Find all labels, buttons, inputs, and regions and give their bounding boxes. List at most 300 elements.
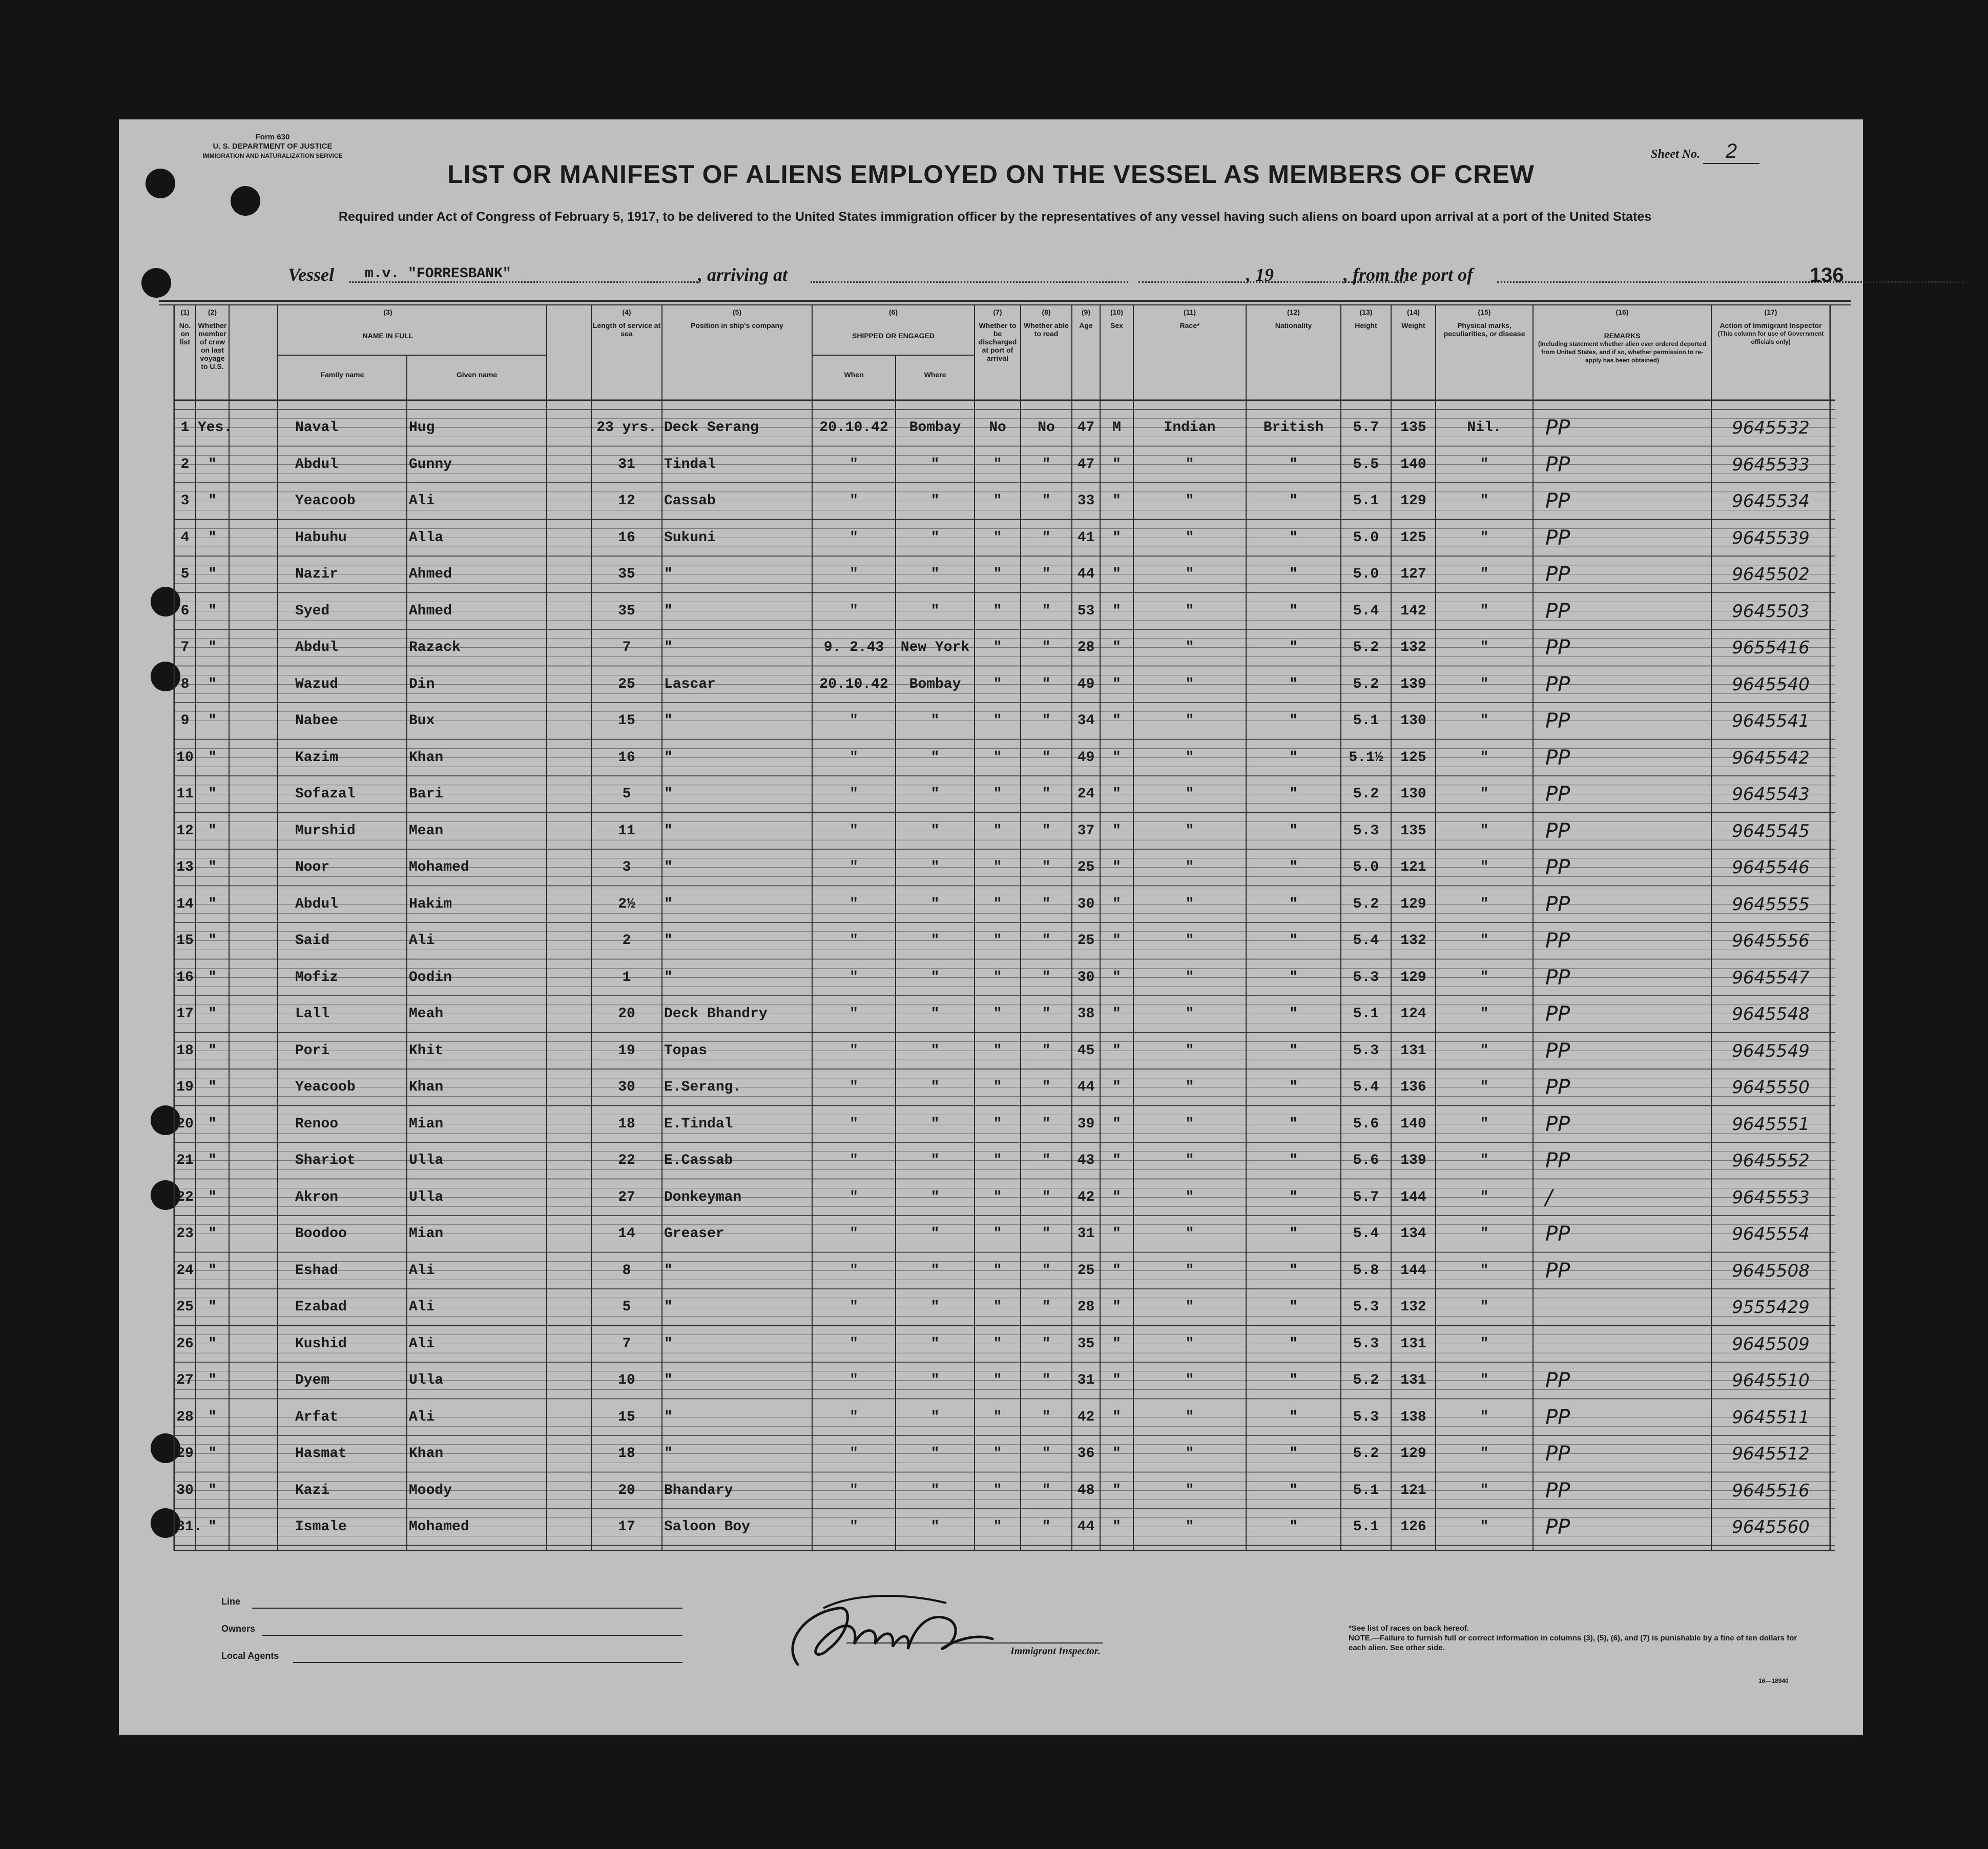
cell-race: " <box>1185 1482 1194 1498</box>
cell-weight: 142 <box>1400 603 1426 619</box>
cell-nationality: " <box>1289 1226 1298 1242</box>
cell-sex: " <box>1112 969 1121 985</box>
cell-discharge: No <box>989 420 1006 436</box>
cell-weight: 124 <box>1400 1006 1426 1022</box>
cell-weight: 131 <box>1400 1336 1426 1352</box>
cell-where: " <box>930 859 940 875</box>
cell-where: " <box>930 823 940 839</box>
cell-age: 47 <box>1077 456 1095 472</box>
cell-where: " <box>930 1079 940 1095</box>
cell-remarks: PP <box>1545 1039 1570 1063</box>
cell-where: " <box>930 969 940 985</box>
cell-marks: " <box>1480 933 1489 949</box>
cell-nationality: " <box>1289 1299 1298 1315</box>
cell-remarks: PP <box>1545 599 1570 623</box>
cell-service: 23 yrs. <box>596 420 657 436</box>
column-header <box>976 308 1020 362</box>
cell-service: 35 <box>618 566 635 582</box>
cell-where: " <box>930 603 940 619</box>
cell-no: 16 <box>176 969 194 985</box>
cell-race: " <box>1185 566 1194 582</box>
cell-service: 10 <box>618 1372 635 1388</box>
cell-last: " <box>208 1042 217 1059</box>
cell-weight: 139 <box>1400 1153 1426 1168</box>
cell-read: " <box>1042 529 1051 546</box>
cell-height: 5.1 <box>1353 713 1379 729</box>
cell-position: Saloon Boy <box>664 1519 751 1535</box>
cell-position: " <box>664 786 673 802</box>
cell-sex: " <box>1112 713 1121 729</box>
cell-given: Khan <box>409 749 444 766</box>
page-number: 136 <box>1810 264 1844 286</box>
cell-family: Mofiz <box>295 969 339 985</box>
cell-remarks: PP <box>1545 709 1570 733</box>
inspector-signature <box>777 1583 1003 1680</box>
cell-action: 9645510 <box>1732 1370 1810 1391</box>
cell-race: Indian <box>1164 420 1216 436</box>
cell-marks: " <box>1480 1372 1489 1388</box>
cell-marks: " <box>1480 969 1489 985</box>
cell-weight: 132 <box>1400 1299 1426 1315</box>
cell-when: " <box>850 1482 858 1498</box>
cell-height: 5.2 <box>1353 1372 1379 1388</box>
cell-marks: " <box>1480 713 1489 729</box>
cell-position: " <box>664 933 673 949</box>
column-header <box>1392 308 1435 330</box>
page-subtitle: Required under Act of Congress of February 5, 1917, to be delivered to the United States immigration officer by the representatives of any vessel having such aliens on board upon arrival at a port of the United States <box>338 210 1652 224</box>
cell-marks: " <box>1480 1153 1489 1168</box>
column-header <box>1247 308 1340 330</box>
cell-where: " <box>930 1006 940 1022</box>
cell-remarks: PP <box>1545 563 1570 586</box>
column-label: Height <box>1355 321 1377 330</box>
cell-last: " <box>208 1446 217 1462</box>
cell-given: Mean <box>409 823 444 839</box>
cell-service: 18 <box>618 1446 635 1462</box>
cell-remarks: PP <box>1545 1369 1570 1392</box>
cell-weight: 135 <box>1400 420 1426 436</box>
cell-position: " <box>664 1299 673 1315</box>
cell-height: 5.7 <box>1353 1189 1379 1205</box>
cell-height: 5.1½ <box>1349 749 1383 766</box>
cell-sex: " <box>1112 1189 1121 1205</box>
cell-last: " <box>208 1116 217 1132</box>
cell-weight: 140 <box>1400 456 1426 472</box>
column-number: (5) <box>732 308 742 316</box>
cell-action: 9645503 <box>1732 601 1810 622</box>
cell-weight: 132 <box>1400 933 1426 949</box>
cell-no: 3 <box>180 493 190 509</box>
cell-remarks: PP <box>1545 1478 1570 1503</box>
cell-where: Bombay <box>909 420 961 436</box>
cell-height: 5.2 <box>1353 676 1379 692</box>
cell-height: 5.6 <box>1353 1116 1379 1132</box>
column-number: (9) <box>1081 308 1091 316</box>
cell-read: " <box>1042 786 1051 802</box>
cell-nationality: " <box>1289 1116 1298 1132</box>
cell-age: 53 <box>1077 603 1095 619</box>
cell-read: " <box>1042 566 1051 582</box>
cell-where: " <box>930 933 940 949</box>
column-header <box>1022 308 1071 338</box>
cell-race: " <box>1185 1299 1194 1315</box>
cell-age: 31 <box>1077 1372 1095 1388</box>
cell-marks: " <box>1480 640 1489 655</box>
cell-service: 19 <box>618 1042 635 1059</box>
column-header <box>1437 308 1532 338</box>
cell-action: 9645534 <box>1732 491 1810 511</box>
cell-read: " <box>1042 1372 1051 1388</box>
cell-marks: " <box>1480 896 1489 912</box>
cell-race: " <box>1185 1262 1194 1279</box>
cell-marks: " <box>1480 1299 1489 1315</box>
cell-remarks: PP <box>1545 856 1570 879</box>
column-label: Action of Immigrant Inspector <box>1720 321 1822 330</box>
cell-discharge: " <box>993 1226 1002 1242</box>
cell-height: 5.4 <box>1353 933 1379 949</box>
cell-where: " <box>930 1189 940 1205</box>
cell-sex: " <box>1112 1372 1121 1388</box>
cell-when: " <box>850 1226 858 1242</box>
cell-when: " <box>850 529 858 546</box>
cell-no: 28 <box>176 1409 194 1425</box>
cell-sex: " <box>1112 896 1121 912</box>
cell-action: 9645552 <box>1732 1151 1810 1171</box>
cell-given: Khit <box>409 1042 444 1059</box>
cell-service: 8 <box>622 1262 631 1279</box>
cell-position: " <box>664 1262 673 1279</box>
cell-nationality: " <box>1289 1153 1298 1168</box>
cell-given: Ahmed <box>409 603 452 619</box>
cell-family: Kazi <box>295 1482 330 1498</box>
cell-when: " <box>850 603 858 619</box>
cell-action: 9645556 <box>1732 931 1810 951</box>
cell-action: 9645512 <box>1732 1444 1810 1464</box>
cell-height: 5.3 <box>1353 1299 1379 1315</box>
column-label: Whether to be discharged at port of arrival <box>978 321 1017 362</box>
cell-nationality: " <box>1289 493 1298 509</box>
cell-family: Shariot <box>295 1153 356 1168</box>
cell-sex: " <box>1112 1042 1121 1059</box>
cell-nationality: " <box>1289 1079 1298 1095</box>
cell-remarks <box>1535 1291 1720 1324</box>
cell-service: 16 <box>618 749 635 766</box>
sub-header-when: When <box>844 371 864 379</box>
cell-last: " <box>208 1226 217 1242</box>
cell-weight: 140 <box>1400 1116 1426 1132</box>
cell-read: " <box>1042 859 1051 875</box>
cell-weight: 130 <box>1400 786 1426 802</box>
cell-race: " <box>1185 529 1194 546</box>
cell-height: 5.0 <box>1353 566 1379 582</box>
cell-when: " <box>850 786 858 802</box>
cell-action: 9645509 <box>1732 1333 1810 1354</box>
cell-read: " <box>1042 1409 1051 1425</box>
cell-when: " <box>850 896 858 912</box>
cell-sex: " <box>1112 933 1121 949</box>
cell-no: 30 <box>176 1482 194 1498</box>
cell-discharge: " <box>993 1189 1002 1205</box>
cell-weight: 131 <box>1400 1372 1426 1388</box>
cell-marks: " <box>1480 1189 1489 1205</box>
column-header <box>592 308 661 338</box>
cell-last: " <box>208 859 217 875</box>
cell-race: " <box>1185 1116 1194 1132</box>
cell-race: " <box>1185 749 1194 766</box>
cell-read: " <box>1042 1299 1051 1315</box>
cell-remarks: PP <box>1545 1222 1570 1246</box>
cell-when: " <box>850 1409 858 1425</box>
cell-action: 9645543 <box>1732 784 1810 805</box>
cell-weight: 134 <box>1400 1226 1426 1242</box>
column-header <box>1073 308 1099 330</box>
penalty-note: NOTE.—Failure to furnish full or correct information in columns (3), (5), (6), and (7) is punishable by a fine of ten dollars for each alien. See other side. <box>1349 1634 1797 1652</box>
cell-height: 5.1 <box>1353 1482 1379 1498</box>
cell-no: 4 <box>180 529 190 546</box>
cell-no: 25 <box>176 1299 194 1315</box>
cell-race: " <box>1185 1336 1194 1352</box>
cell-marks: " <box>1480 676 1489 692</box>
cell-height: 5.4 <box>1353 1226 1379 1242</box>
cell-service: 27 <box>618 1189 635 1205</box>
cell-given: Hug <box>409 420 435 436</box>
cell-position: Lascar <box>664 676 716 692</box>
cell-age: 47 <box>1077 420 1095 436</box>
cell-position: E.Serang. <box>664 1079 742 1095</box>
cell-height: 5.3 <box>1353 823 1379 839</box>
cell-race: " <box>1185 1372 1194 1388</box>
cell-remarks: PP <box>1545 1076 1570 1099</box>
cell-sex: " <box>1112 1226 1121 1242</box>
cell-no: 23 <box>176 1226 194 1242</box>
cell-marks: " <box>1480 1519 1489 1535</box>
cell-read: " <box>1042 676 1051 692</box>
cell-nationality: " <box>1289 676 1298 692</box>
cell-no: 17 <box>176 1006 194 1022</box>
cell-service: 14 <box>618 1226 635 1242</box>
cell-remarks: PP <box>1545 1442 1570 1466</box>
cell-race: " <box>1185 1446 1194 1462</box>
cell-position: Deck Serang <box>664 420 759 436</box>
cell-read: " <box>1042 1336 1051 1352</box>
cell-race: " <box>1185 713 1194 729</box>
service-name: IMMIGRATION AND NATURALIZATION SERVICE <box>202 152 343 159</box>
cell-family: Pori <box>295 1042 330 1059</box>
cell-discharge: " <box>993 749 1002 766</box>
cell-weight: 136 <box>1400 1079 1426 1095</box>
cell-no: 11 <box>176 786 194 802</box>
cell-sex: " <box>1112 1116 1121 1132</box>
cell-weight: 125 <box>1400 529 1426 546</box>
cell-last: " <box>208 713 217 729</box>
cell-family: Murshid <box>295 823 356 839</box>
cell-discharge: " <box>993 896 1002 912</box>
cell-service: 1 <box>622 969 631 985</box>
cell-where: " <box>930 1299 940 1315</box>
cell-last: " <box>208 1299 217 1315</box>
cell-discharge: " <box>993 1262 1002 1279</box>
cell-sex: " <box>1112 1153 1121 1168</box>
cell-age: 42 <box>1077 1189 1095 1205</box>
cell-given: Oodin <box>409 969 452 985</box>
cell-service: 17 <box>618 1519 635 1535</box>
cell-given: Alla <box>409 529 444 546</box>
cell-where: " <box>930 749 940 766</box>
cell-discharge: " <box>993 969 1002 985</box>
cell-nationality: " <box>1289 1482 1298 1498</box>
cell-family: Abdul <box>295 896 339 912</box>
cell-family: Nabee <box>295 713 339 729</box>
cell-height: 5.3 <box>1353 1409 1379 1425</box>
cell-no: 12 <box>176 823 194 839</box>
cell-remarks: PP <box>1545 526 1570 550</box>
column-label: Whether able to read <box>1024 321 1069 338</box>
cell-where: " <box>930 1482 940 1498</box>
cell-nationality: " <box>1289 603 1298 619</box>
cell-where: " <box>930 493 940 509</box>
cell-position: Sukuni <box>664 529 716 546</box>
cell-age: 25 <box>1077 933 1095 949</box>
cell-family: Kazim <box>295 749 339 766</box>
cell-last: " <box>208 1262 217 1279</box>
cell-remarks <box>1535 1328 1720 1361</box>
cell-remarks: PP <box>1545 965 1570 990</box>
cell-service: 35 <box>618 603 635 619</box>
cell-read: " <box>1042 713 1051 729</box>
cell-service: 7 <box>622 640 631 655</box>
cell-nationality: British <box>1263 420 1324 436</box>
cell-discharge: " <box>993 1299 1002 1315</box>
cell-nationality: " <box>1289 823 1298 839</box>
cell-remarks: PP <box>1545 783 1570 806</box>
cell-read: " <box>1042 1042 1051 1059</box>
cell-last: " <box>208 1482 217 1498</box>
column-number: (12) <box>1287 308 1300 316</box>
cell-height: 5.5 <box>1353 456 1379 472</box>
cell-last: " <box>208 786 217 802</box>
cell-service: 2½ <box>618 896 635 912</box>
cell-nationality: " <box>1289 566 1298 582</box>
cell-age: 28 <box>1077 640 1095 655</box>
cell-sex: " <box>1112 749 1121 766</box>
cell-position: " <box>664 713 673 729</box>
column-label: Age <box>1079 321 1093 330</box>
cell-weight: 129 <box>1400 896 1426 912</box>
cell-remarks: PP <box>1545 892 1570 916</box>
year-label: , 19 <box>1246 264 1274 285</box>
cell-when: 20.10.42 <box>819 420 888 436</box>
column-header <box>1101 308 1132 330</box>
cell-position: E.Cassab <box>664 1153 733 1168</box>
cell-no: 9 <box>180 713 190 729</box>
cell-remarks: PP <box>1545 1002 1570 1026</box>
cell-position: " <box>664 859 673 875</box>
cell-action: 9645547 <box>1732 967 1810 988</box>
column-label: REMARKS <box>1604 332 1641 340</box>
inspector-note: (This column for use of Government officials only) <box>1717 330 1824 345</box>
cell-service: 5 <box>622 1299 631 1315</box>
cell-given: Mian <box>409 1226 444 1242</box>
cell-marks: " <box>1480 1482 1489 1498</box>
cell-given: Bari <box>409 786 444 802</box>
cell-given: Razack <box>409 640 461 655</box>
column-label: SHIPPED OR ENGAGED <box>852 332 935 340</box>
cell-last: " <box>208 566 217 582</box>
cell-family: Wazud <box>295 676 339 692</box>
cell-discharge: " <box>993 640 1002 655</box>
cell-when: " <box>850 859 858 875</box>
cell-age: 48 <box>1077 1482 1095 1498</box>
cell-age: 41 <box>1077 529 1095 546</box>
cell-remarks: PP <box>1545 416 1570 440</box>
cell-action: 9655416 <box>1732 638 1810 658</box>
cell-nationality: " <box>1289 1042 1298 1059</box>
column-header <box>1134 308 1245 330</box>
cell-position: Deck Bhandry <box>664 1006 768 1022</box>
cell-height: 5.2 <box>1353 896 1379 912</box>
cell-discharge: " <box>993 456 1002 472</box>
cell-marks: " <box>1480 1262 1489 1279</box>
column-header <box>663 308 811 330</box>
local-agents-label: Local Agents <box>221 1651 279 1661</box>
cell-family: Renoo <box>295 1116 339 1132</box>
cell-position: Donkeyman <box>664 1189 742 1205</box>
cell-action: 9645546 <box>1732 857 1810 878</box>
cell-discharge: " <box>993 933 1002 949</box>
cell-read: " <box>1042 1262 1051 1279</box>
cell-sex: " <box>1112 1336 1121 1352</box>
cell-last: " <box>208 493 217 509</box>
cell-last: " <box>208 529 217 546</box>
cell-service: 12 <box>618 493 635 509</box>
cell-discharge: " <box>993 1409 1002 1425</box>
races-note: *See list of races on back hereof. <box>1349 1624 1469 1633</box>
cell-when: " <box>850 823 858 839</box>
cell-last: " <box>208 1079 217 1095</box>
cell-height: 5.2 <box>1353 786 1379 802</box>
sub-header-given: Given name <box>456 371 498 379</box>
cell-read: " <box>1042 749 1051 766</box>
cell-discharge: " <box>993 713 1002 729</box>
cell-discharge: " <box>993 1079 1002 1095</box>
cell-last: " <box>208 1372 217 1388</box>
cell-no: 29 <box>176 1446 194 1462</box>
vessel-label: Vessel <box>288 264 334 285</box>
cell-last: " <box>208 933 217 949</box>
column-label: Position in ship's company <box>691 321 783 330</box>
cell-action: 9645539 <box>1732 527 1810 548</box>
cell-no: 15 <box>176 933 194 949</box>
cell-read: No <box>1038 420 1055 436</box>
cell-marks: " <box>1480 786 1489 802</box>
cell-sex: M <box>1112 420 1121 436</box>
cell-when: " <box>850 1262 858 1279</box>
cell-last: " <box>208 1519 217 1535</box>
cell-given: Mohamed <box>409 1519 469 1535</box>
column-label: No. on list <box>179 321 191 346</box>
cell-position: Tindal <box>664 456 716 472</box>
cell-when: " <box>850 713 858 729</box>
cell-given: Meah <box>409 1006 444 1022</box>
cell-weight: 139 <box>1400 676 1426 692</box>
cell-no: 21 <box>176 1153 194 1168</box>
cell-position: " <box>664 823 673 839</box>
cell-family: Yeacoob <box>295 493 356 509</box>
cell-height: 5.0 <box>1353 859 1379 875</box>
cell-family: Eshad <box>295 1262 339 1279</box>
cell-action: 9645550 <box>1732 1077 1810 1098</box>
cell-given: Ulla <box>409 1189 444 1205</box>
